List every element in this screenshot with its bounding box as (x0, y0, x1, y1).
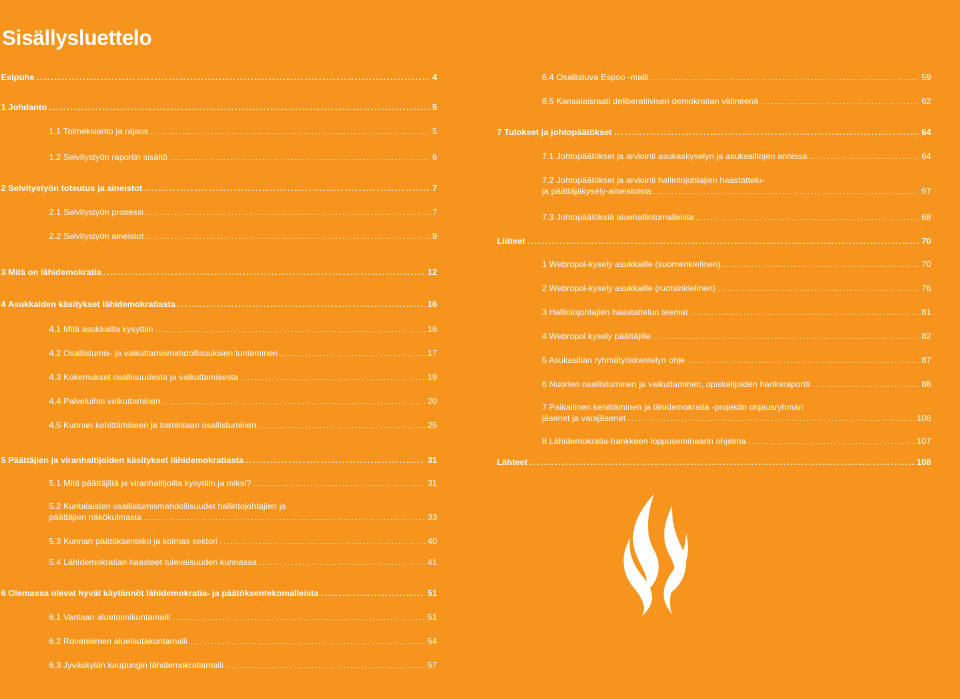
toc-page-number: 7 (432, 207, 437, 217)
toc-entry[interactable] (49, 478, 437, 489)
dot-leader (162, 396, 425, 407)
toc-page-number: 70 (921, 236, 931, 246)
toc-entry[interactable] (542, 151, 931, 162)
toc-page-number: 67 (921, 186, 931, 196)
dot-leader (748, 436, 915, 447)
dot-leader (144, 512, 426, 523)
toc-entry[interactable] (49, 660, 437, 671)
dot-leader (321, 588, 426, 599)
toc-page-number: 5 (432, 126, 437, 136)
toc-entry-title: 4.5 Kunnan kehittämiseen ja toimintaan osallistuminen (49, 420, 257, 430)
toc-entry-title: 5.1 Mitä päättäjiltä ja viranhaltijoilta kysyttiin ja miksi? (49, 478, 252, 488)
toc-page-number: 76 (921, 283, 931, 293)
toc-page-number: 106 (916, 413, 931, 423)
dot-leader (172, 612, 425, 623)
toc-entry-title: 2.2 Selvitystyön aineistot (49, 231, 144, 241)
toc-page-number: 70 (921, 259, 931, 269)
toc-entry[interactable] (1, 455, 437, 466)
toc-entry-title-continued: jäsenet ja varajäsenet (542, 413, 626, 423)
toc-page-number: 20 (427, 396, 437, 406)
toc-page-number: 31 (427, 478, 437, 488)
toc-page-number: 7 (432, 183, 437, 193)
toc-entry[interactable] (542, 402, 931, 424)
toc-page-number: 62 (921, 96, 931, 106)
dot-leader (225, 660, 425, 671)
dot-leader (259, 557, 426, 568)
dot-leader (49, 102, 430, 113)
toc-entry[interactable] (542, 259, 931, 270)
toc-entry[interactable] (49, 612, 437, 623)
toc-entry[interactable] (49, 231, 437, 242)
toc-entry[interactable] (49, 126, 437, 137)
toc-entry[interactable] (49, 396, 437, 407)
toc-page-number: 81 (921, 307, 931, 317)
dot-leader (696, 212, 920, 223)
toc-entry[interactable] (542, 355, 931, 366)
toc-entry[interactable] (542, 436, 931, 447)
toc-page-number: 87 (921, 355, 931, 365)
toc-entry[interactable] (49, 536, 437, 547)
toc-entry[interactable] (1, 299, 437, 310)
toc-entry[interactable] (497, 127, 931, 138)
toc-entry-title: 5 Päättäjien ja viranhaltijoiden käsitykset lähidemokratiasta (1, 455, 244, 465)
toc-entry[interactable] (1, 588, 437, 599)
dot-leader (690, 307, 920, 318)
toc-entry-title: 6.3 Jyväskylän kaupungin lähidemokratiamalli (49, 660, 224, 670)
toc-page-number: 88 (921, 379, 931, 389)
dot-leader (653, 331, 920, 342)
toc-entry[interactable] (542, 212, 931, 223)
toc-entry-title: Lähteet (497, 457, 528, 467)
toc-entry-title: Liitteet (497, 236, 526, 246)
dot-leader (614, 127, 920, 138)
toc-entry[interactable] (49, 501, 437, 523)
toc-entry[interactable] (542, 96, 931, 107)
dot-leader (628, 413, 915, 424)
toc-entry-title: 4 Webropol kysely päättäjille (542, 331, 651, 341)
toc-entry[interactable] (542, 175, 931, 197)
toc-entry[interactable] (49, 152, 437, 163)
toc-entry[interactable] (49, 348, 437, 359)
toc-page-number: 108 (916, 457, 931, 467)
toc-entry-title: 3 Mitä on lähidemokratia (1, 267, 102, 277)
toc-entry-title: 4.3 Kokemukset osallisuudesta ja vaikuttamisesta (49, 372, 239, 382)
dot-leader (718, 283, 920, 294)
dot-leader (722, 259, 919, 270)
toc-entry-title: 4.1 Mitä asukkailta kysyttiin (49, 324, 154, 334)
dot-leader (240, 372, 425, 383)
toc-entry[interactable] (542, 307, 931, 318)
toc-entry-title: 7.2 Johtopäätökset ja arviointi hallintojohtajien haastattelu- (542, 175, 765, 185)
toc-entry-title: 7.1 Johtopäätökset ja arviointi asukaskyselyn ja asukasiltojen annissa (542, 151, 808, 161)
toc-entry-title: 4.4 Palveluihin vaikuttaminen (49, 396, 161, 406)
dot-leader (253, 478, 425, 489)
toc-entry[interactable] (49, 372, 437, 383)
toc-entry-title: 6.2 Rovaniemen aluelautakuntamalli (49, 636, 188, 646)
toc-entry-title: 6.5 Kansalaisraati deliberatiivisen demokratian välineenä (542, 96, 759, 106)
dot-leader (150, 126, 430, 137)
dot-leader (146, 231, 431, 242)
toc-entry[interactable] (49, 207, 437, 218)
dot-leader (650, 72, 919, 83)
toc-entry[interactable] (1, 183, 437, 194)
toc-entry[interactable] (49, 420, 437, 431)
toc-entry-title-continued: ja päättäjäkysely-aineistoista (542, 186, 652, 196)
dot-leader (246, 455, 426, 466)
toc-entry[interactable] (49, 557, 437, 568)
toc-entry-title: 2.1 Selvitystyön prosessi (49, 207, 144, 217)
toc-entry[interactable] (1, 267, 437, 278)
toc-entry[interactable] (497, 457, 931, 468)
toc-entry-title: 2 Selvitystyön toteutus ja aineistot (1, 183, 143, 193)
dot-leader (155, 324, 425, 335)
page-title: Sisällysluettelo (2, 27, 152, 50)
toc-entry[interactable] (542, 283, 931, 294)
toc-page-number: 57 (427, 660, 437, 670)
toc-page-number: 54 (427, 636, 437, 646)
toc-entry-title: 4.2 Osallistumis- ja vaikuttamismahdollisuuksien tunteminen (49, 348, 278, 358)
toc-page-number: 12 (427, 267, 437, 277)
toc-page-number: 64 (921, 151, 931, 161)
toc-entry[interactable] (49, 324, 437, 335)
toc-page-number: 51 (427, 588, 437, 598)
toc-entry-title: Esipuhe (1, 72, 35, 82)
toc-entry-title: 3 Hallintojohtajien haastattelun teemat (542, 307, 688, 317)
toc-entry[interactable] (542, 72, 931, 83)
toc-entry-title: 7 Tulokset ja johtopäätökset (497, 127, 612, 137)
toc-page-number: 107 (916, 436, 931, 446)
toc-entry-title: 2 Webropol-kysely asukkaille (ruotsinkielinen) (542, 283, 716, 293)
toc-page-number: 4 (432, 72, 437, 82)
toc-page-number: 19 (427, 372, 437, 382)
toc-entry-title: 1 Johdanto (1, 102, 47, 112)
dot-leader (146, 207, 431, 218)
dot-leader (760, 96, 919, 107)
toc-page-number: 64 (921, 127, 931, 137)
toc-entry-title: 6.4 Osallistuva Espoo -malli (542, 72, 649, 82)
toc-entry[interactable] (49, 636, 437, 647)
toc-page-number: 51 (427, 612, 437, 622)
toc-page-number: 41 (427, 557, 437, 567)
toc-entry-title: 7 Paikallinen kehittäminen ja lähidemokratia -projektin ohjausryhmän (542, 402, 804, 412)
toc-page-number: 31 (427, 455, 437, 465)
toc-page-number: 5 (432, 102, 437, 112)
toc-page-number: 16 (427, 324, 437, 334)
dot-leader (258, 420, 425, 431)
dot-leader (178, 299, 426, 310)
toc-page-number: 17 (427, 348, 437, 358)
toc-page-number: 68 (921, 212, 931, 222)
toc-page-number: 25 (427, 420, 437, 430)
toc-entry-title: 5.2 Kuntalaisten osallistumismahdollisuudet hallintojohtajien ja (49, 501, 286, 511)
dot-leader (169, 152, 430, 163)
dot-leader (280, 348, 426, 359)
dot-leader (530, 457, 915, 468)
dot-leader (36, 72, 430, 83)
toc-page-number: 16 (427, 299, 437, 309)
flame-logo-icon (616, 492, 694, 617)
toc-entry-title: 5.4 Lähidemokratian haasteet tulevaisuuden kunnassa (49, 557, 257, 567)
toc-entry-title: 5.3 Kunnan päätöksenteko ja kolmas sektori (49, 536, 218, 546)
toc-entry-title-continued: päättäjien näkökulmasta (49, 512, 142, 522)
toc-entry[interactable] (542, 331, 931, 342)
toc-entry-title: 6.1 Vantaan aluetoimikuntamalli (49, 612, 171, 622)
toc-entry-title: 5 Asukasillan ryhmätyöskentelyn ohje (542, 355, 685, 365)
toc-entry[interactable] (1, 102, 437, 113)
toc-page-number: 40 (427, 536, 437, 546)
toc-entry[interactable] (497, 236, 931, 247)
toc-entry-title: 1.2 Selvitystyön raportin sisältö (49, 152, 168, 162)
toc-entry-title: 1.1 Toimeksianto ja rajaus (49, 126, 149, 136)
toc-entry-title: 1 Webropol-kysely asukkaille (suomenkielinen) (542, 259, 721, 269)
dot-leader (144, 183, 430, 194)
dot-leader (527, 236, 919, 247)
toc-page-number: 33 (427, 512, 437, 522)
toc-entry-title: 4 Asukkaiden käsitykset lähidemokratiasta (1, 299, 176, 309)
toc-entry-title: 8 Lähidemokratia-hankkeen loppuseminaarin ohjelma (542, 436, 746, 446)
dot-leader (653, 186, 919, 197)
dot-leader (809, 151, 919, 162)
toc-page-number: 59 (921, 72, 931, 82)
toc-page-number: 9 (432, 231, 437, 241)
toc-page-number: 6 (432, 152, 437, 162)
toc-entry[interactable] (1, 72, 437, 83)
dot-leader (687, 355, 920, 366)
toc-entry[interactable] (542, 379, 931, 390)
dot-leader (220, 536, 426, 547)
dot-leader (103, 267, 425, 278)
toc-entry-title: 6 Nuorten osallistuminen ja vaikuttaminen, opiskelijoiden hankeraportti (542, 379, 810, 389)
dot-leader (812, 379, 919, 390)
toc-page-number: 82 (921, 331, 931, 341)
toc-entry-title: 7.3 Johtopäätöksiä aluehallintomalleista (542, 212, 694, 222)
toc-entry-title: 6 Olemassa olevat hyvät käytännöt lähidemokratia- ja päätöksentekomalleista (1, 588, 319, 598)
dot-leader (190, 636, 426, 647)
